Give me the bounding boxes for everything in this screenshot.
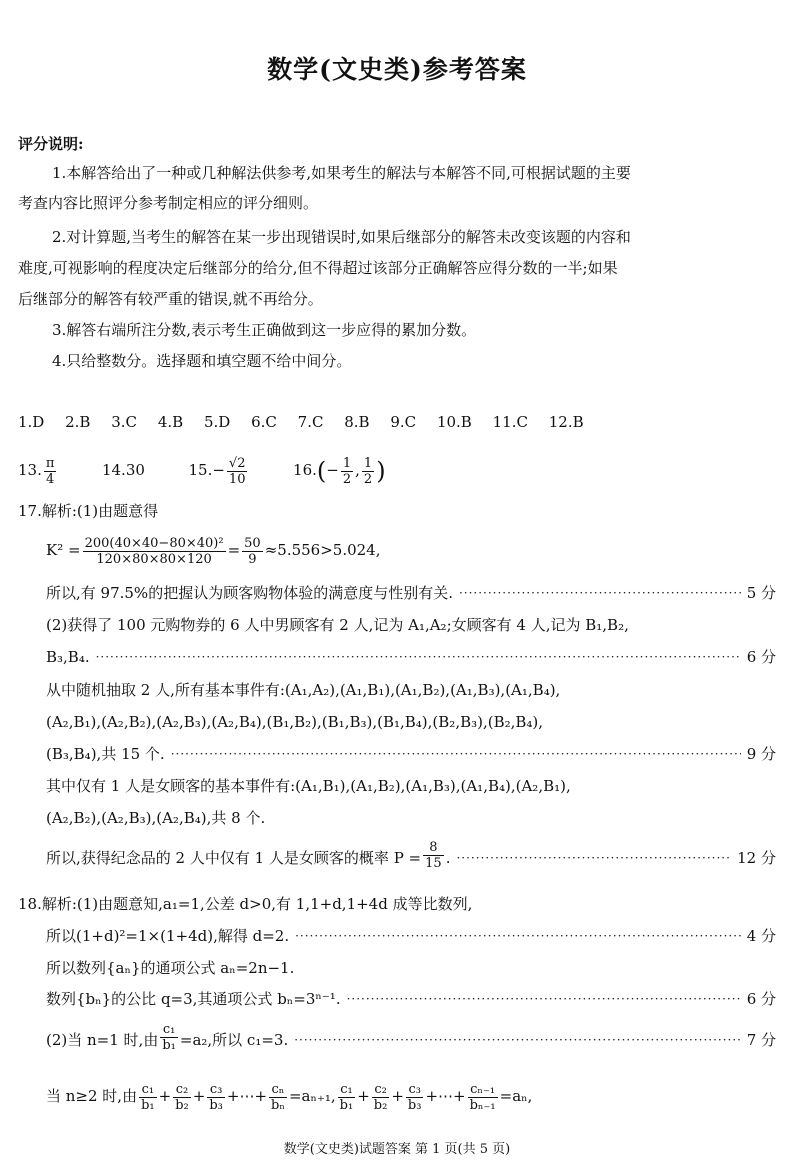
q14-answer: 14.30	[101, 461, 145, 479]
answer-3: 3.C	[111, 413, 138, 431]
q16-label: 16.	[293, 461, 317, 479]
q18-intro: 18.解析:(1)由题意知,a₁=1,公差 d>0,有 1,1+d,1+4d 成等比数列,	[18, 895, 473, 913]
q17-chi-square: K² = $\frac{\text{200(40×40−80×40)²}}{120\times 80\times 80\times 120}$ = $\frac{50}{9}$ ≈5.556>5.024,	[46, 535, 381, 567]
fill-answers: 13. $\frac{\pi}{4}$ 14.30 15.− $\frac{√2}{10}$ 16.(− $\frac{1}{2}$ , $\frac{1}{2}$ )	[18, 455, 386, 487]
q18-step1: 所以(1+d)²=1×(1+4d),解得 d=2. ····· 4 分	[46, 925, 776, 947]
q15-fraction: $\frac{√2}{10}$	[228, 455, 246, 487]
sum-term-3: $\frac{\text{c₃}}{\text{b₃}}$	[209, 1081, 223, 1113]
choice-answers	[18, 411, 584, 433]
answer-5: 5.D	[203, 413, 231, 431]
q17-events-line3: (B₃,B₄),共 15 个. ····· 9 分	[46, 743, 776, 765]
scoring-note-1-line2: 考查内容比照评分参考制定相应的评分细则。	[18, 194, 319, 212]
scoring-note-3: 3.解答右端所注分数,表示考生正确做到这一步应得的累加分数。	[52, 321, 477, 339]
q17-events-line1: 从中随机抽取 2 人,所有基本事件有:(A₁,A₂),(A₁,B₁),(A₁,B₂),(A₁,B₃),(A₁,B₄),	[46, 681, 561, 699]
q18-step3: 数列{bₙ}的公比 q=3,其通项公式 bₙ=3ⁿ⁻¹. ····· 6 分	[46, 988, 776, 1010]
sum2-term-1: $\frac{\text{c₁}}{\text{b₁}}$	[339, 1081, 354, 1113]
q17-part2-line2: B₃,B₄. ····· 6 分	[46, 646, 776, 668]
sum-term-1: $\frac{\text{c₁}}{\text{b₁}}$	[141, 1081, 155, 1113]
answer-9: 9.C	[390, 413, 417, 431]
answer-11: 11.C	[492, 413, 528, 431]
q17-only-one-line2: (A₂,B₂),(A₂,B₃),(A₂,B₄),共 8 个.	[46, 809, 266, 827]
q18-step4: (2)当 n=1 时,由 $\frac{\text{c₁}}{\text{b₁}}$ =a₂,所以 c₁=3. ····· 7 分	[46, 1022, 776, 1058]
q17-events-line2: (A₂,B₁),(A₂,B₂),(A₂,B₃),(A₂,B₄),(B₁,B₂),(B₁,B₃),(B₁,B₄),(B₂,B₃),(B₂,B₄),	[46, 713, 544, 731]
scoring-note-4: 4.只给整数分。选择题和填空题不给中间分。	[52, 352, 352, 370]
sum2-term-3: $\frac{\text{c₃}}{\text{b₃}}$	[407, 1081, 422, 1113]
sum-term-n: $\frac{\text{cₙ}}{\text{bₙ}}$	[271, 1081, 285, 1113]
q18-step2: 所以数列{aₙ}的通项公式 aₙ=2n−1.	[46, 959, 295, 977]
score-label: 9 分	[746, 745, 776, 763]
q16-fraction-1: $\frac{1}{2}$	[342, 455, 352, 487]
sum2-term-2: $\frac{\text{c₂}}{\text{b₂}}$	[373, 1081, 388, 1113]
score-label: 5 分	[746, 584, 776, 602]
scoring-note-1-line1: 1.本解答给出了一种或几种解法供参考,如果考生的解法与本解答不同,可根据试题的主要	[52, 164, 631, 182]
c1-b1-fraction: $\frac{\text{c₁}}{\text{b₁}}$	[162, 1022, 176, 1053]
q17-intro: 17.解析:(1)由题意得	[18, 502, 159, 520]
scoring-note-2-line2: 难度,可视影响的程度决定后继部分的给分,但不得超过该部分正确解答应得分数的一半;如果	[18, 259, 618, 277]
answer-10: 10.B	[436, 413, 472, 431]
score-label: 6 分	[746, 648, 776, 666]
score-label: 6 分	[746, 990, 776, 1008]
score-label: 7 分	[746, 1031, 776, 1049]
page-footer: 数学(文史类)试题答案 第 1 页(共 5 页)	[283, 1142, 511, 1157]
q17-part2-line1: (2)获得了 100 元购物券的 6 人中男顾客有 2 人,记为 A₁,A₂;女顾客有 4 人,记为 B₁,B₂,	[46, 616, 629, 634]
q17-probability: 所以,获得纪念品的 2 人中仅有 1 人是女顾客的概率 P = $\frac{8}{15}$ . ····· 12 分	[46, 840, 776, 876]
q15-label: 15.	[188, 461, 213, 479]
answer-12: 12.B	[548, 413, 584, 431]
k2-fraction: $\frac{\text{200(40×40−80×40)²}}{120\times 80\times 80\times 120}$	[84, 535, 224, 567]
answer-6: 6.C	[251, 413, 277, 431]
answer-2: 2.B	[65, 413, 91, 431]
score-label: 4 分	[746, 927, 776, 945]
answer-4: 4.B	[157, 413, 184, 431]
answer-8: 8.B	[344, 413, 370, 431]
q18-step5: 当 n≥2 时,由 $\frac{\text{c₁}}{\text{b₁}}$ + $\frac{\text{c₂}}{\text{b₂}}$ + $\frac{\text{c₃}}{\text{b₃}}$ +⋯+ $\frac{\text{cₙ}}{\text{bₙ}}$ =aₙ₊₁, $\frac{\text{c₁}}{\text{b₁}}$ + $\frac{\text{c₂}}{\text{b₂}}$ + $\frac{\text{c₃}}{\text{b₃}}$ +⋯+ $\frac{\text{cₙ₋₁}}{\text{bₙ₋₁}}$ =aₙ,	[46, 1081, 533, 1113]
q17-only-one-line1: 其中仅有 1 人是女顾客的基本事件有:(A₁,B₁),(A₁,B₂),(A₁,B₃),(A₁,B₄),(A₂,B₁),	[46, 777, 571, 795]
answer-1: 1.D	[18, 413, 45, 431]
q13-fraction: $\frac{\pi}{4}$	[45, 455, 55, 487]
q13-label: 13.	[18, 461, 42, 479]
k2-fraction-2: $\frac{50}{9}$	[244, 535, 261, 567]
scoring-notes-heading: 评分说明:	[18, 135, 84, 153]
scoring-note-2-line1: 2.对计算题,当考生的解答在某一步出现错误时,如果后继部分的解答未改变该题的内容和	[52, 228, 631, 246]
scoring-note-2-line3: 后继部分的解答有较严重的错误,就不再给分。	[18, 290, 323, 308]
score-label: 12 分	[737, 849, 776, 867]
answer-7: 7.C	[297, 413, 324, 431]
probability-fraction: $\frac{8}{15}$	[425, 840, 442, 871]
page-title: 数学(文史类)参考答案	[267, 55, 527, 84]
sum-term-2: $\frac{\text{c₂}}{\text{b₂}}$	[175, 1081, 189, 1113]
q17-conclusion: 所以,有 97.5%的把握认为顾客购物体验的满意度与性别有关. ····· 5 分	[46, 582, 776, 604]
sum2-term-n-minus-1: $\frac{\text{cₙ₋₁}}{\text{bₙ₋₁}}$	[469, 1081, 496, 1113]
q16-fraction-2: $\frac{1}{2}$	[363, 455, 373, 487]
